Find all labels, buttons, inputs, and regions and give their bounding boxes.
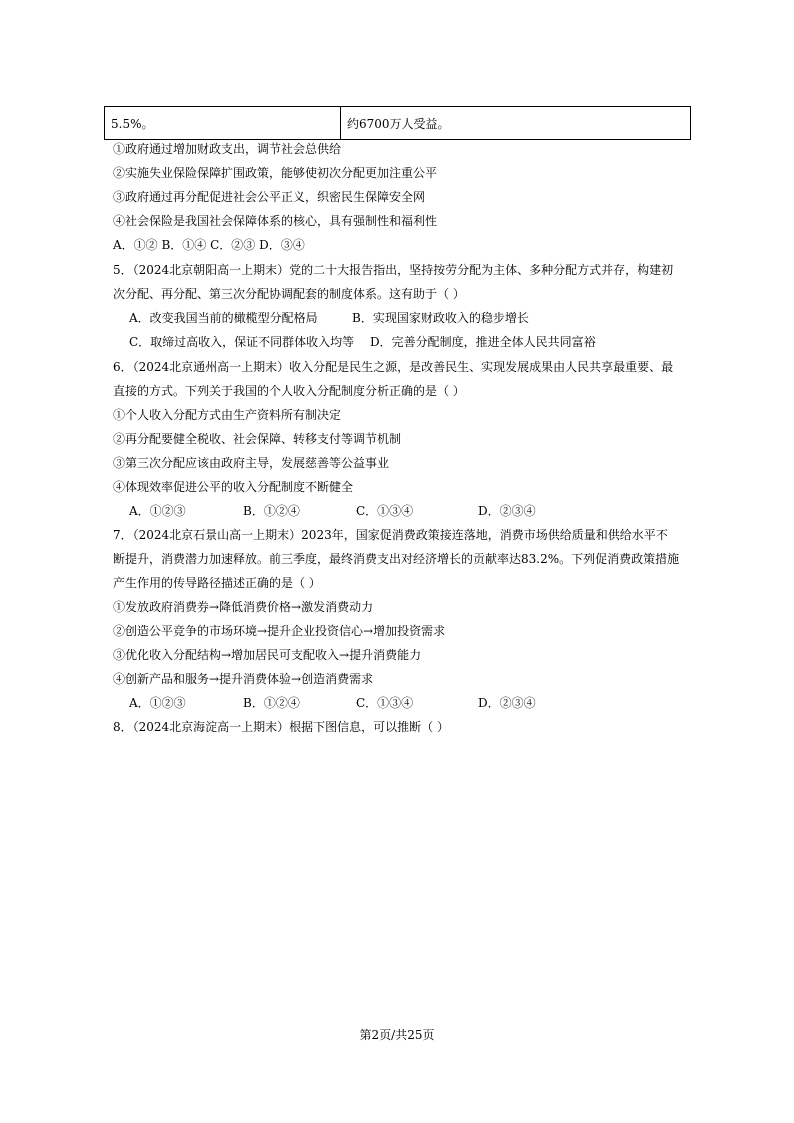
table-cell-right: 约6700万人受益。: [347, 117, 450, 131]
q7-statement-2: ②创造公平竞争的市场环境→提升企业投资信心→增加投资需求: [113, 624, 446, 638]
q7-stem-line-1: 7．（2024北京石景山高一上期末）2023年，国家促消费政策接连落地，消费市场供给质量和供给水平不: [113, 528, 668, 542]
q8-stem-line-1: 8．（2024北京海淀高一上期末）根据下图信息，可以推断（ ）: [113, 720, 449, 734]
q5-stem-line-1: 5．（2024北京朝阳高一上期末）党的二十大报告指出，坚持按劳分配为主体、多种分配方式并存，构建初: [113, 263, 674, 277]
q4-statement-1: ①政府通过增加财政支出，调节社会总供给: [113, 142, 342, 156]
q6-option-b: B．①②④: [243, 504, 300, 518]
q6-stem-line-1: 6．（2024北京通州高一上期末）收入分配是民生之源，是改善民生、实现发展成果由人民共享最重要、最: [113, 360, 674, 374]
q6-statement-4: ④体现效率促进公平的收入分配制度不断健全: [113, 480, 354, 494]
q4-options: A．①② B．①④ C．②③ D．③④: [113, 238, 305, 252]
q4-statement-3: ③政府通过再分配促进社会公平正义，织密民生保障安全网: [113, 190, 426, 204]
q7-stem-line-3: 产生作用的传导路径描述正确的是（ ）: [113, 576, 321, 590]
q5-option-c: C．取缔过高收入，保证不同群体收入均等: [129, 335, 355, 349]
q7-statement-3: ③优化收入分配结构→增加居民可支配收入→提升消费能力: [113, 648, 422, 662]
q6-stem-line-2: 直接的方式。下列关于我国的个人收入分配制度分析正确的是（ ）: [113, 384, 465, 398]
table-cell-left: 5.5%。: [105, 107, 341, 139]
q7-statement-4: ④创新产品和服务→提升消费体验→创造消费需求: [113, 672, 374, 686]
data-table: [104, 106, 691, 140]
page-footer: 第2页/共25页: [359, 1028, 435, 1042]
q6-option-a: A．①②③: [129, 504, 186, 518]
q5-option-b: B．实现国家财政收入的稳步增长: [352, 311, 529, 325]
q6-statement-3: ③第三次分配应该由政府主导，发展慈善等公益事业: [113, 456, 390, 470]
q4-statement-2: ②实施失业保险保障扩围政策，能够使初次分配更加注重公平: [113, 166, 438, 180]
q6-statement-1: ①个人收入分配方式由生产资料所有制决定: [113, 408, 342, 422]
q7-option-a: A．①②③: [129, 696, 186, 710]
q6-statement-2: ②再分配要健全税收、社会保障、转移支付等调节机制: [113, 432, 402, 446]
q5-stem-line-2: 次分配、再分配、第三次分配协调配套的制度体系。这有助于（ ）: [113, 287, 465, 301]
q4-statement-4: ④社会保险是我国社会保障体系的核心，具有强制性和福利性: [113, 214, 438, 228]
q6-option-d: D．②③④: [478, 504, 536, 518]
q7-stem-line-2: 断提升，消费潜力加速释放。前三季度，最终消费支出对经济增长的贡献率达83.2%。下列促消费政策措施: [113, 552, 680, 566]
q5-option-d: D．完善分配制度，推进全体人民共同富裕: [370, 335, 596, 349]
q7-option-d: D．②③④: [478, 696, 536, 710]
q7-option-c: C．①③④: [356, 696, 414, 710]
q5-option-a: A．改变我国当前的橄榄型分配格局: [129, 311, 318, 325]
q7-statement-1: ①发放政府消费券→降低消费价格→激发消费动力: [113, 600, 374, 614]
q7-option-b: B．①②④: [243, 696, 300, 710]
q6-option-c: C．①③④: [356, 504, 414, 518]
